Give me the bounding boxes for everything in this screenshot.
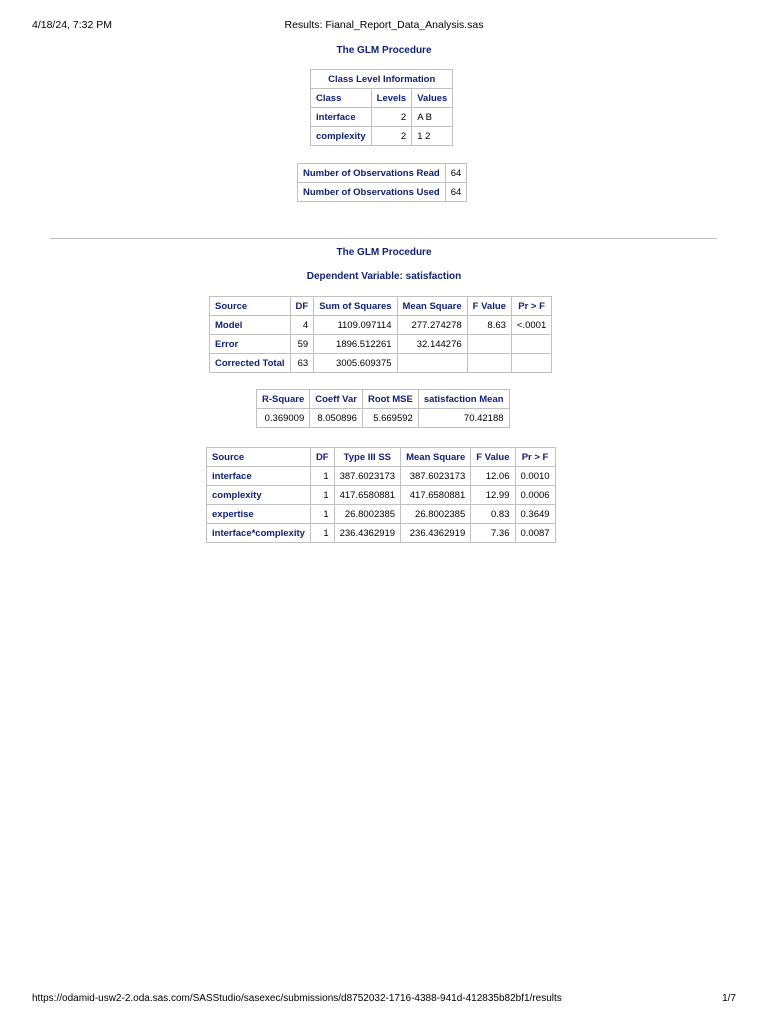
- cell: 387.6023173: [334, 467, 400, 486]
- row-header: Corrected Total: [210, 354, 291, 373]
- col-header: Source: [207, 448, 311, 467]
- cell: 236.4362919: [334, 524, 400, 543]
- cell: 12.99: [471, 486, 515, 505]
- row-header: interface*complexity: [207, 524, 311, 543]
- cell: 26.8002385: [334, 505, 400, 524]
- cell: 70.42188: [418, 409, 509, 428]
- row-header: Error: [210, 335, 291, 354]
- table-row: [210, 335, 552, 354]
- table-row: [298, 164, 467, 183]
- cell: 4: [290, 316, 314, 335]
- cell: 417.6580881: [401, 486, 471, 505]
- cell: [511, 335, 551, 354]
- table-row: [210, 354, 552, 373]
- col-header: Coeff Var: [310, 390, 363, 409]
- cell: 5.669592: [362, 409, 418, 428]
- table-row: [257, 409, 510, 428]
- row-header: expertise: [207, 505, 311, 524]
- table-row: [311, 127, 453, 146]
- row-header: interface: [311, 108, 372, 127]
- col-header: Type III SS: [334, 448, 400, 467]
- row-header: Number of Observations Read: [298, 164, 446, 183]
- procedure-title: The GLM Procedure: [336, 45, 432, 56]
- col-header: DF: [310, 448, 334, 467]
- col-header: Mean Square: [401, 448, 471, 467]
- row-header: complexity: [311, 127, 372, 146]
- fit-statistics-table: [256, 389, 510, 428]
- cell: 1: [310, 505, 334, 524]
- row-header: interface: [207, 467, 311, 486]
- col-header: Mean Square: [397, 297, 467, 316]
- col-header: Levels: [371, 89, 412, 108]
- anova-table: [209, 296, 552, 373]
- procedure-title: The GLM Procedure: [336, 247, 432, 258]
- table-row: [311, 108, 453, 127]
- col-header: Values: [412, 89, 453, 108]
- cell: 64: [445, 164, 467, 183]
- cell: 2: [371, 127, 412, 146]
- col-header: Pr > F: [511, 297, 551, 316]
- table-row: [207, 505, 556, 524]
- cell: [467, 335, 511, 354]
- cell: [511, 354, 551, 373]
- cell: 277.274278: [397, 316, 467, 335]
- cell: 2: [371, 108, 412, 127]
- cell: 1: [310, 524, 334, 543]
- table-row: [207, 486, 556, 505]
- type3-ss-table: [206, 447, 556, 543]
- cell: 64: [445, 183, 467, 202]
- col-header: Pr > F: [515, 448, 555, 467]
- col-header: Class: [311, 89, 372, 108]
- print-date: 4/18/24, 7:32 PM: [32, 19, 112, 31]
- col-header: F Value: [471, 448, 515, 467]
- col-header: DF: [290, 297, 314, 316]
- cell: 0.0010: [515, 467, 555, 486]
- cell: 8.63: [467, 316, 511, 335]
- table-row: [207, 467, 556, 486]
- cell: 1109.097114: [314, 316, 397, 335]
- cell: 387.6023173: [401, 467, 471, 486]
- table-row: [207, 524, 556, 543]
- cell: A B: [412, 108, 453, 127]
- table-row: [298, 183, 467, 202]
- cell: <.0001: [511, 316, 551, 335]
- cell: 0.0087: [515, 524, 555, 543]
- cell: 32.144276: [397, 335, 467, 354]
- page-number: 1/7: [722, 993, 736, 1004]
- col-header: Source: [210, 297, 291, 316]
- col-header: satisfaction Mean: [418, 390, 509, 409]
- observations-table: [297, 163, 467, 202]
- row-header: Model: [210, 316, 291, 335]
- page-title: Results: Fianal_Report_Data_Analysis.sas: [284, 19, 484, 31]
- dependent-variable-title: Dependent Variable: satisfaction: [306, 271, 462, 282]
- section-divider: [50, 238, 717, 239]
- cell: 1: [310, 467, 334, 486]
- cell: 1: [310, 486, 334, 505]
- cell: 0.0006: [515, 486, 555, 505]
- page-url: https://odamid-usw2-2.oda.sas.com/SASStudio/sasexec/submissions/d8752032-1716-4388-941d-412835b82bf1/results: [32, 993, 562, 1004]
- cell: 26.8002385: [401, 505, 471, 524]
- cell: 0.83: [471, 505, 515, 524]
- col-header: Root MSE: [362, 390, 418, 409]
- cell: 63: [290, 354, 314, 373]
- cell: 236.4362919: [401, 524, 471, 543]
- cell: [467, 354, 511, 373]
- cell: 1896.512261: [314, 335, 397, 354]
- col-header: R-Square: [257, 390, 310, 409]
- cell: 8.050896: [310, 409, 363, 428]
- col-header: Sum of Squares: [314, 297, 397, 316]
- cell: 1 2: [412, 127, 453, 146]
- class-level-table: [310, 69, 453, 146]
- col-header: F Value: [467, 297, 511, 316]
- cell: 12.06: [471, 467, 515, 486]
- table-row: [210, 316, 552, 335]
- cell: 7.36: [471, 524, 515, 543]
- row-header: Number of Observations Used: [298, 183, 446, 202]
- cell: 3005.609375: [314, 354, 397, 373]
- row-header: complexity: [207, 486, 311, 505]
- cell: [397, 354, 467, 373]
- class-level-caption: Class Level Information: [311, 70, 453, 89]
- cell: 59: [290, 335, 314, 354]
- cell: 417.6580881: [334, 486, 400, 505]
- cell: 0.369009: [257, 409, 310, 428]
- cell: 0.3649: [515, 505, 555, 524]
